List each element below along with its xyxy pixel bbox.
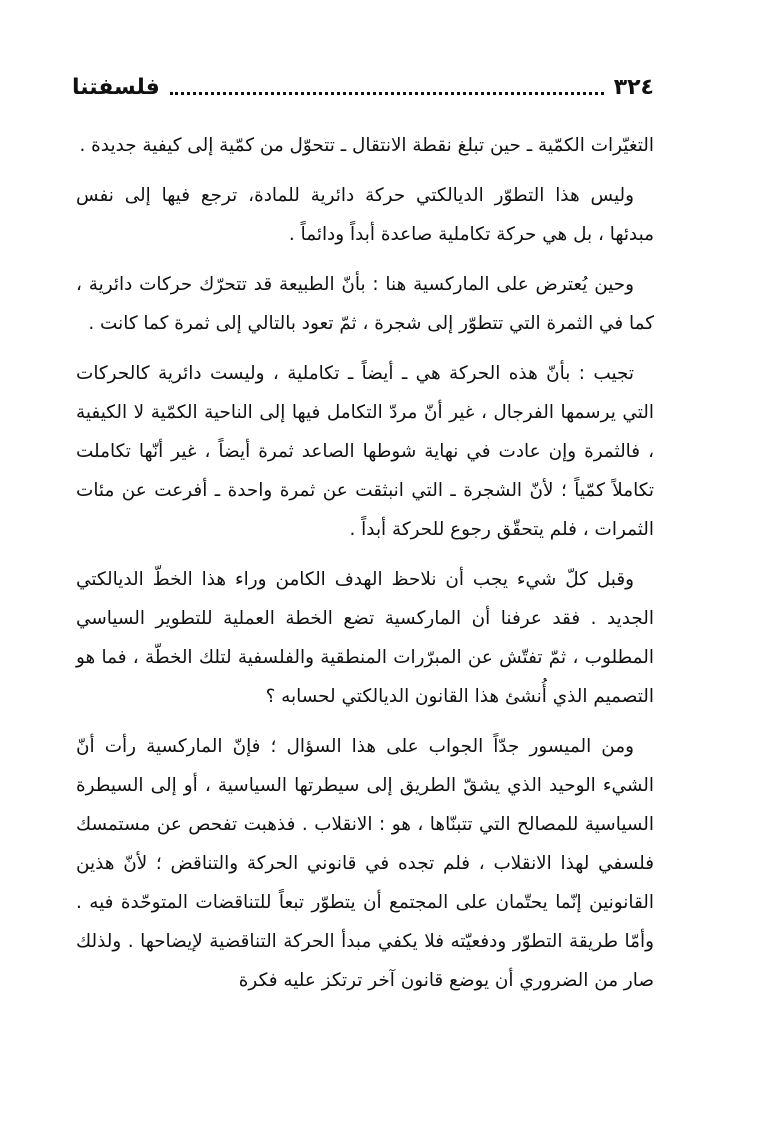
paragraph-6: ومن الميسور جدّاً الجواب على هذا السؤال ؛ فإنّ الماركسية رأت أنّ الشيء الوحيد الذي يشقّ الطريق إلى سيطرتها السياسية ، أو إلى السيطرة السياسية للمصالح التي تتبنّاها ، هو : الانقلاب . فذهبت تفحص عن مستمسك فلسفي لهذا الانقلاب ، فلم تجده في قانوني الحركة والتناقض ؛ لأنّ هذين القانونين إنّما يحتّمان على المجتمع أن يتطوّر تبعاً للتناقضات المتوحّدة فيه . وأمّا طريقة التطوّر ودفعيّته فلا يكفي مبدأ الحركة التناقضية لإيضاحها . ولذلك صار من الضروري أن يوضع قانون آخر ترتكز عليه فكرة bbox=[76, 736, 654, 991]
paragraph-2: وليس هذا التطوّر الديالكتي حركة دائرية للمادة، ترجع فيها إلى نفس مبدئها ، بل هي حركة تكاملية صاعدة أبداً ودائماً . bbox=[76, 185, 654, 245]
body-text bbox=[76, 126, 654, 1011]
paragraph-3: وحين يُعترض على الماركسية هنا : بأنّ الطبيعة قد تتحرّك حركات دائرية ، كما في الثمرة التي تتطوّر إلى شجرة ، ثمّ تعود بالتالي إلى ثمرة كما كانت . bbox=[76, 274, 654, 334]
header-dotted-leader bbox=[170, 92, 604, 95]
running-header bbox=[72, 70, 654, 104]
paragraph-4: تجيب : بأنّ هذه الحركة هي ـ أيضاً ـ تكاملية ، وليست دائرية كالحركات التي يرسمها الفرجال ، غير أنّ مردّ التكامل فيها إلى الناحية الكمّية لا الكيفية ، فالثمرة وإن عادت في نهاية شوطها الصاعد ثمرة أيضاً ، غير أنّها تكاملت تكاملاً كمّياً ؛ لأنّ الشجرة ـ التي انبثقت عن ثمرة واحدة ـ أفرعت عن مئات الثمرات ، فلم يتحقّق رجوع للحركة أبداً . bbox=[76, 363, 654, 540]
paragraph-5: وقبل كلّ شيء يجب أن نلاحظ الهدف الكامن وراء هذا الخطّ الديالكتي الجديد . فقد عرفنا أن الماركسية تضع الخطة العملية للتطوير السياسي المطلوب ، ثمّ تفتّش عن المبرّرات المنطقية والفلسفية لتلك الخطّة ، فما هو التصميم الذي أُنشئ هذا القانون الديالكتي لحسابه ؟ bbox=[76, 569, 654, 707]
page-number: ٣٢٤ bbox=[613, 74, 654, 100]
book-title: فلسفتنا bbox=[72, 74, 160, 100]
paragraph-1: التغيّرات الكمّية ـ حين تبلغ نقطة الانتقال ـ تتحوّل من كمّية إلى كيفية جديدة . bbox=[79, 135, 654, 156]
